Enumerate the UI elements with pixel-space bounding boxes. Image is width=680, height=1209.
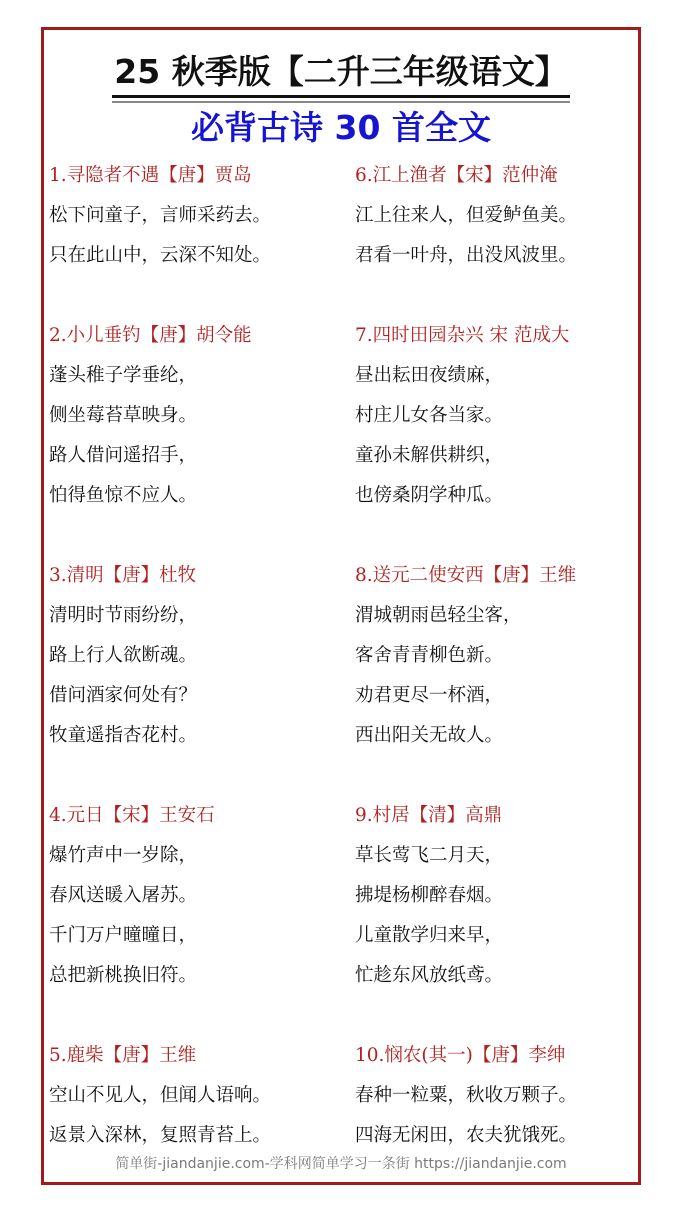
poem-line: 只在此山中，云深不知处。 [49,245,272,266]
poem-3 [49,556,339,756]
poem-line: 春风送暖入屠苏。 [49,885,198,906]
poem-line: 千门万户曈曈日， [49,925,198,946]
poem-line: 返景入深林，复照青苔上。 [49,1125,272,1146]
poem-line: 蓬头稚子学垂纶， [49,365,198,386]
poem-line: 路人借问遥招手， [49,445,198,466]
poem-title: 2.小儿垂钓【唐】胡令能 [49,325,252,346]
poem-line: 童孙未解供耕织， [355,445,504,466]
poem-line: 清明时节雨纷纷， [49,605,198,626]
poem-line: 草长莺飞二月天， [355,845,504,866]
poem-line: 江上往来人，但爱鲈鱼美。 [355,205,578,226]
poem-line: 怕得鱼惊不应人。 [49,485,198,506]
poem-9 [355,796,645,996]
poem-line: 总把新桃换旧符。 [49,965,198,986]
poem-line: 忙趁东风放纸鸢。 [355,965,504,986]
poem-2 [49,316,339,516]
poem-line: 松下问童子，言师采药去。 [49,205,272,226]
poem-line: 侧坐莓苔草映身。 [49,405,198,426]
poem-line: 劝君更尽一杯酒， [355,685,504,706]
poem-line: 君看一叶舟，出没风波里。 [355,245,578,266]
poem-7 [355,316,645,516]
footer-watermark: 简单街-jiandanjie.com-学科网简单学习一条街 https://jiandanjie.com [115,1156,567,1172]
poem-title: 9.村居【清】高鼎 [355,805,503,826]
poem-line: 渭城朝雨邑轻尘客， [355,605,522,626]
poem-line: 春种一粒粟，秋收万颗子。 [355,1085,578,1106]
poem-line: 也傍桑阴学种瓜。 [355,485,504,506]
poem-line: 四海无闲田，农夫犹饿死。 [355,1125,578,1146]
poem-title: 8.送元二使安西【唐】王维 [355,565,577,586]
poem-1 [49,156,339,276]
poem-line: 爆竹声中一岁除， [49,845,198,866]
poem-10 [355,1036,645,1156]
poem-5 [49,1036,339,1156]
poem-line: 路上行人欲断魂。 [49,645,198,666]
poem-title: 7.四时田园杂兴 宋 范成大 [355,325,570,346]
page-border-frame [41,27,641,1185]
poem-line: 儿童散学归来早， [355,925,504,946]
page-title: 25 秋季版【二升三年级语文】 [112,52,569,98]
poem-line: 村庄儿女各当家。 [355,405,504,426]
header [44,52,638,148]
poem-4 [49,796,339,996]
poem-6 [355,156,645,276]
poem-line: 拂堤杨柳醉春烟。 [355,885,504,906]
poem-title: 5.鹿柴【唐】王维 [49,1045,197,1066]
page-subtitle: 必背古诗 30 首全文 [191,108,491,147]
poem-line: 昼出耘田夜绩麻， [355,365,504,386]
poem-line: 西出阳关无故人。 [355,725,504,746]
poem-line: 客舍青青柳色新。 [355,645,504,666]
poem-line: 借问酒家何处有？ [49,685,198,706]
poem-title: 10.悯农(其一)【唐】李绅 [355,1045,566,1066]
poem-line: 空山不见人，但闻人语响。 [49,1085,272,1106]
poem-title: 4.元日【宋】王安石 [49,805,215,826]
poem-line: 牧童遥指杏花村。 [49,725,198,746]
poem-title: 6.江上渔者【宋】范仲淹 [355,165,558,186]
poem-title: 3.清明【唐】杜牧 [49,565,197,586]
poem-8 [355,556,645,756]
poem-title: 1.寻隐者不遇【唐】贾岛 [49,165,252,186]
